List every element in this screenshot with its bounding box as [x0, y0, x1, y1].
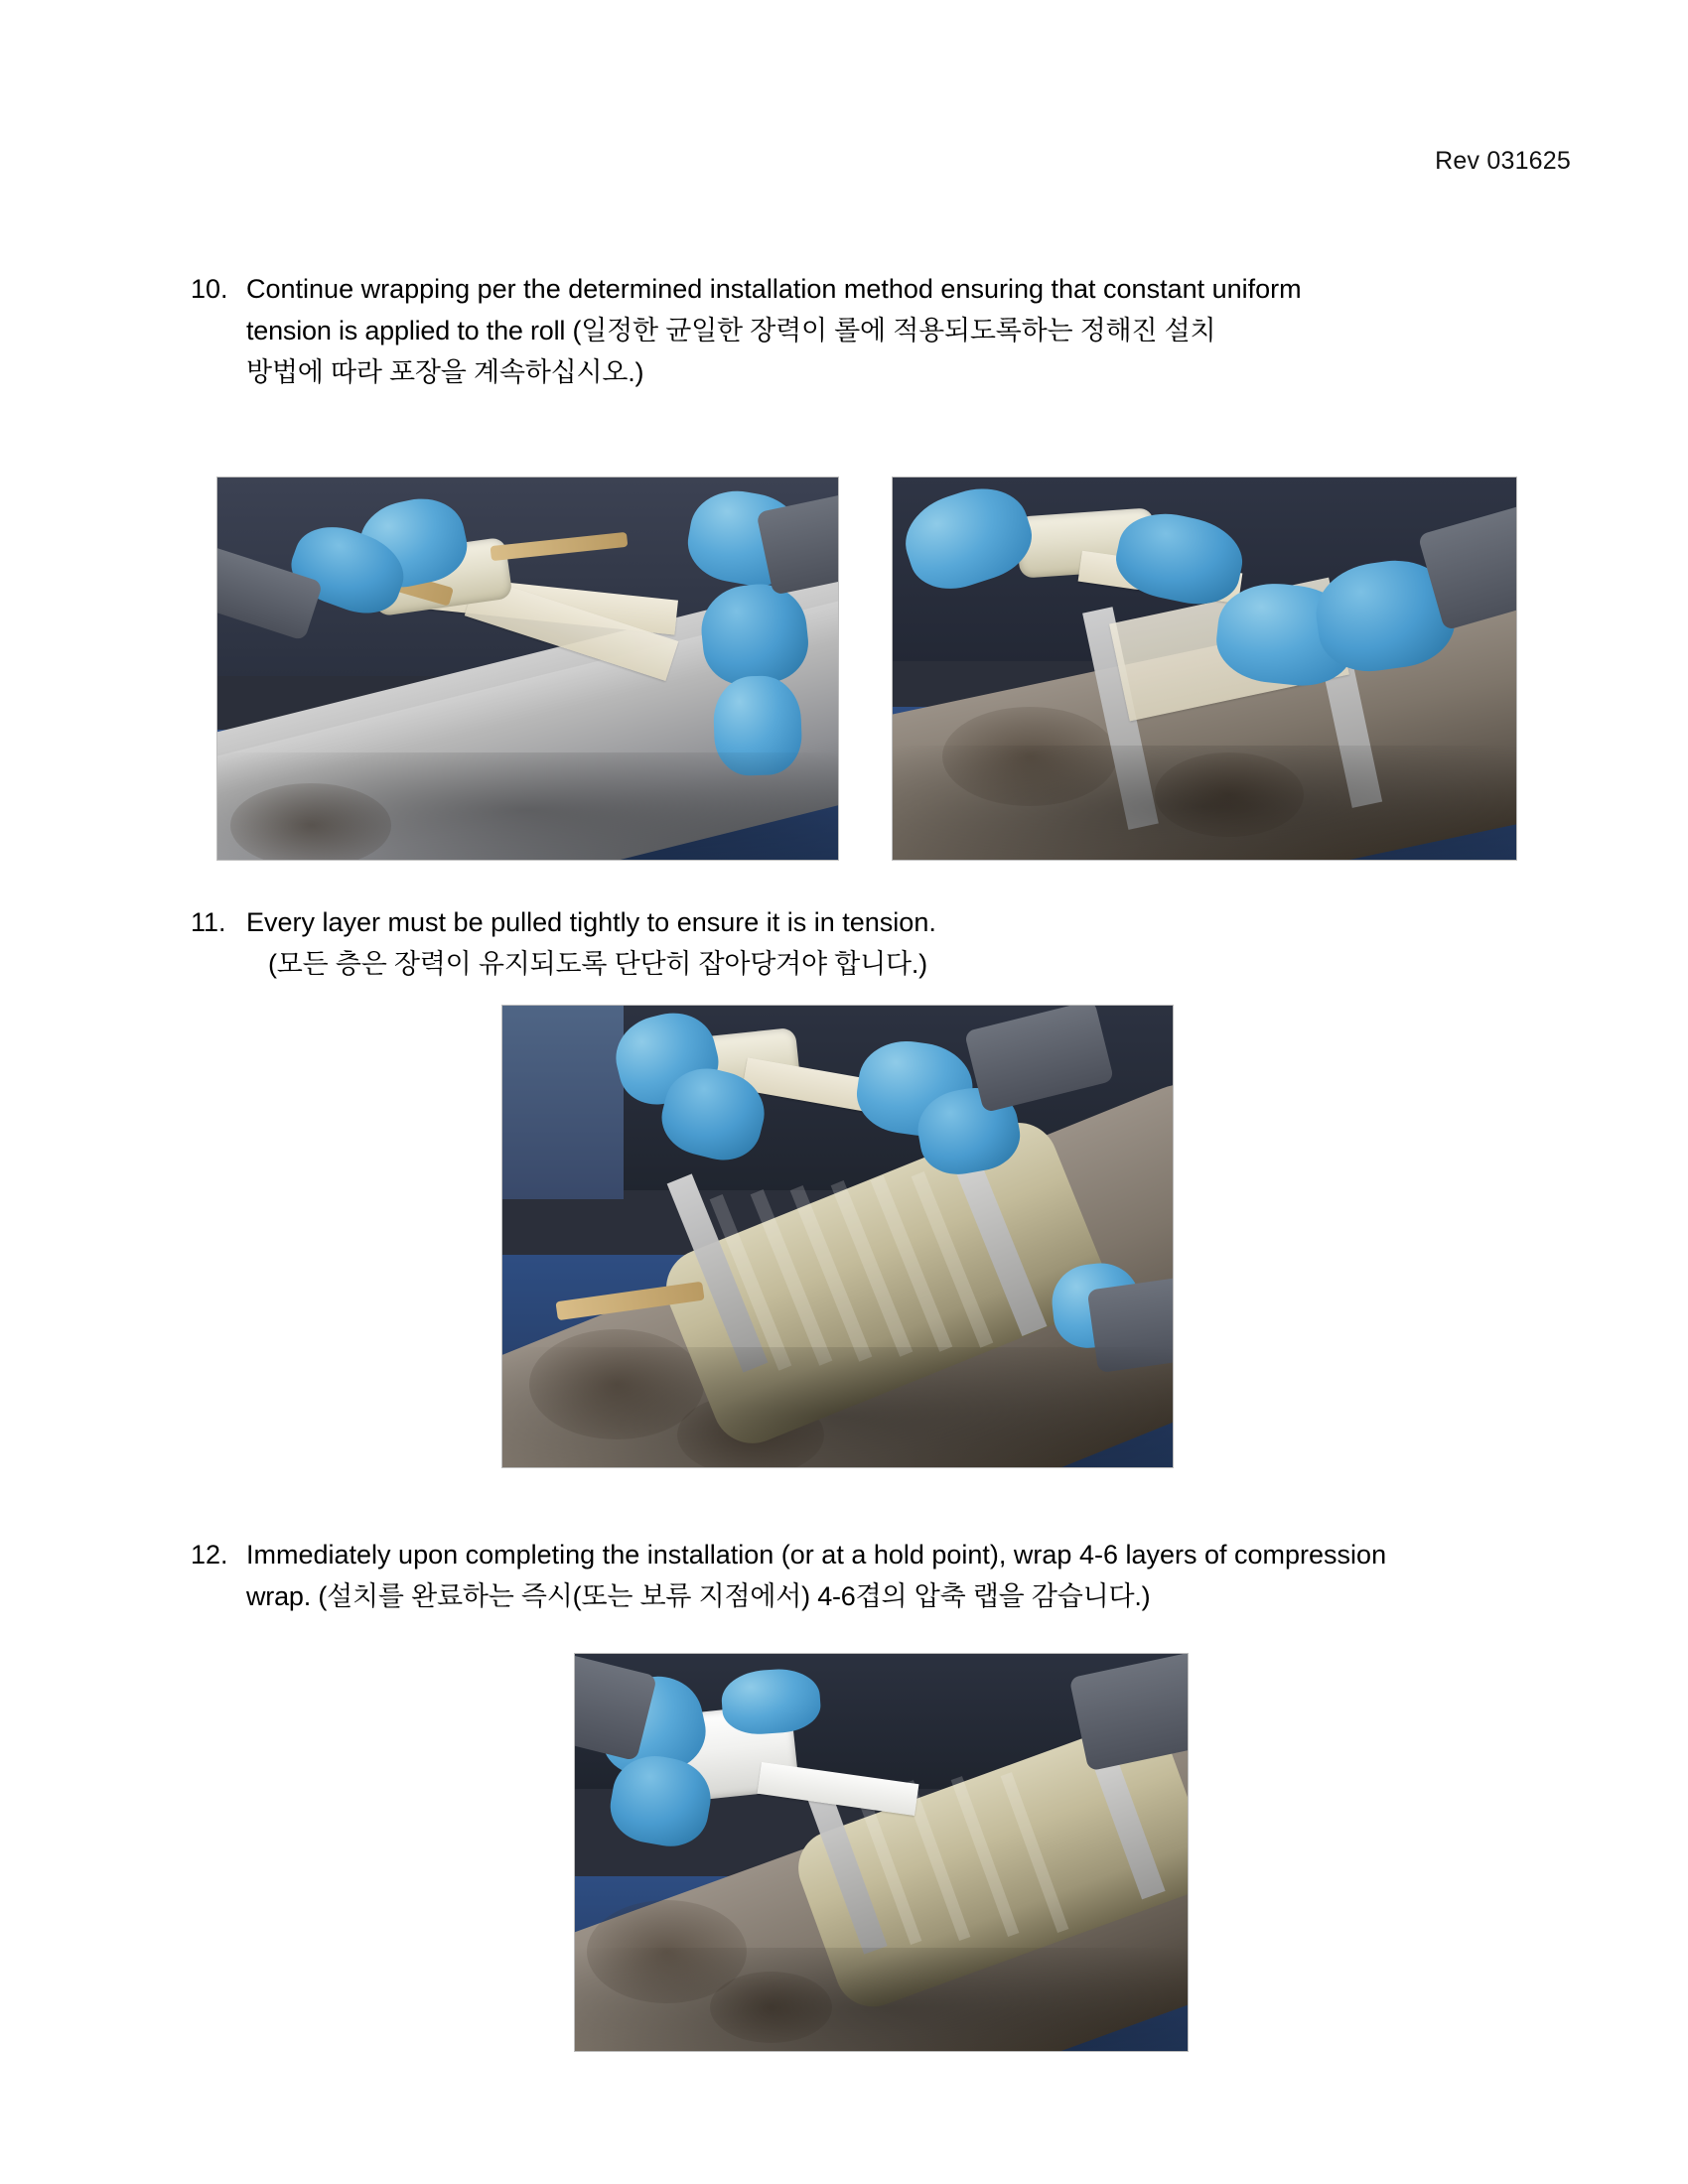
worker-jeans	[502, 1006, 624, 1199]
figure-step10-left	[216, 477, 839, 861]
step-11-line-2: (모든 층은 장력이 유지되도록 단단히 잡아당겨야 합니다.)	[268, 949, 927, 979]
figure-step10-right	[892, 477, 1517, 861]
revision-label: Rev 031625	[1435, 147, 1571, 175]
step-number-12: 12.	[191, 1540, 228, 1570]
step-12-line-1: Immediately upon completing the installation (or at a hold point), wrap 4-6 layers of compression	[246, 1540, 1387, 1570]
figure-step12	[574, 1653, 1189, 2052]
photo-shadow	[502, 1347, 1173, 1468]
step-11-line-1: Every layer must be pulled tightly to ensure it is in tension.	[246, 907, 936, 937]
step-text-10	[246, 268, 1468, 393]
photo-shadow	[217, 752, 838, 861]
step-item-12	[191, 1534, 1501, 1617]
step-item-11	[191, 901, 1472, 985]
step-number-11: 11.	[191, 907, 226, 937]
step-10-line-2: tension is applied to the roll (일정한 균일한 장력이 롤에 적용되도록하는 정해진 설치	[246, 316, 1216, 345]
step-text-12	[246, 1534, 1497, 1617]
step-item-10	[191, 268, 1472, 393]
step-10-line-1: Continue wrapping per the determined installation method ensuring that constant uniform	[246, 274, 1302, 304]
figure-step11	[501, 1005, 1174, 1468]
photo-shadow	[893, 746, 1516, 862]
step-12-line-2: wrap. (설치를 완료하는 즉시(또는 보류 지점에서) 4-6겹의 압축 랩을 감습니다.)	[246, 1581, 1151, 1611]
step-10-line-3: 방법에 따라 포장을 계속하십시오.)	[246, 357, 644, 387]
step-number-10: 10.	[191, 274, 228, 304]
photo-shadow	[575, 1948, 1188, 2052]
step-text-11	[246, 901, 1468, 985]
